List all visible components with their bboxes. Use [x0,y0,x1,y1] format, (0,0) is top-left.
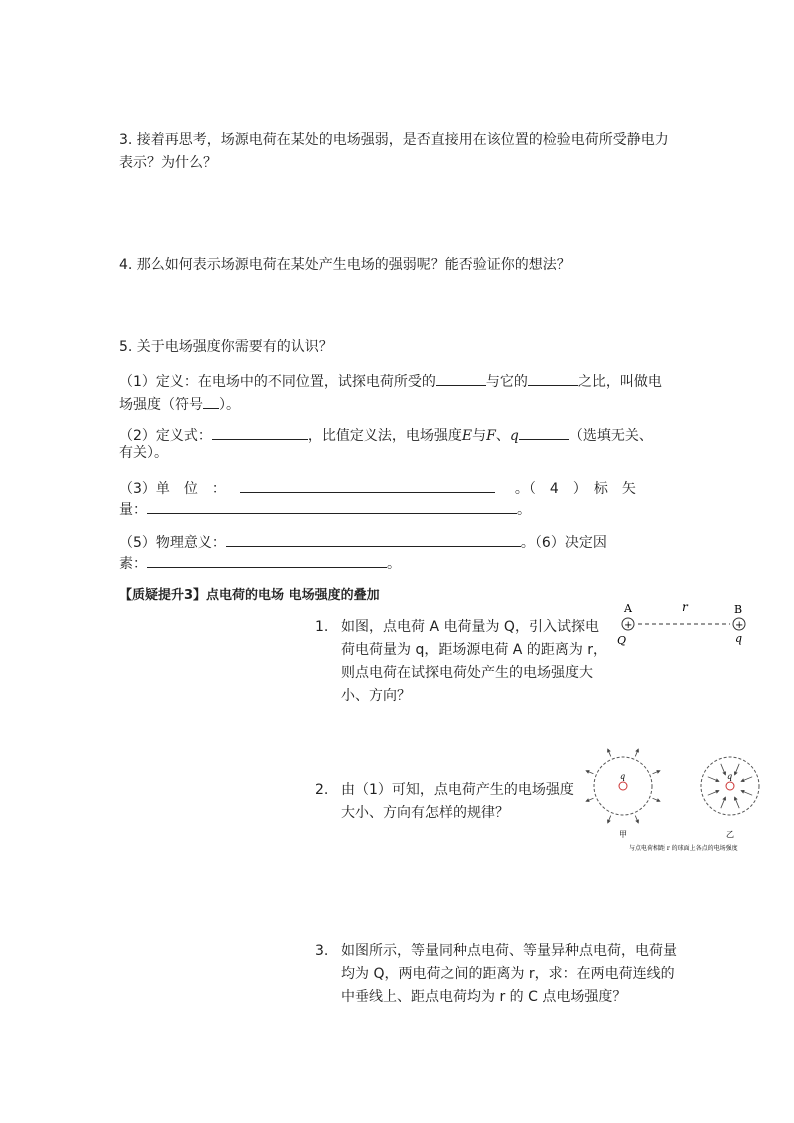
scalar-text-b: 。 [517,502,531,518]
factors-line [119,551,679,576]
definition-line-2 [119,392,679,417]
symbol-E: E [461,428,473,444]
positive-charge-field [586,749,660,839]
blank-charge[interactable] [528,369,578,386]
unit-text-a: （3）单 位 ： [119,481,226,497]
item-1-line-1: 如图，点电荷 A 电荷量为 Q，引入试探电 [341,619,599,635]
formula-text-a: （2）定义式： [119,428,212,444]
label-Q: Q [617,634,627,647]
definition-line-1 [119,369,679,394]
question-3-line-2: 表示？为什么？ [119,155,217,171]
outward-arrows [586,749,660,823]
two-charge-figure [608,598,758,648]
outward-field-arrow [653,798,660,801]
inward-arrows [708,764,752,808]
plus-sign-A: + [624,620,633,631]
formula-text-b: ，比值定义法，电场强度 [307,428,462,444]
blank-symbol[interactable] [203,392,219,409]
right-charge-dot [726,782,734,790]
label-q: q [735,632,743,645]
inward-field-arrow [741,777,752,782]
blank-scalar-vector[interactable] [147,497,517,514]
inward-field-arrow [721,764,726,775]
meaning-text-a: （5）物理意义： [119,535,226,551]
scalar-vector-line [119,497,679,522]
symbol-q: q [509,428,519,444]
item-2 [315,779,574,825]
inward-field-arrow [708,777,719,782]
outward-field-arrow [635,816,638,823]
definition-text-c: 之比，叫做电 [577,374,662,390]
formula-text-d: 、 [495,428,510,444]
right-sphere [701,757,759,815]
label-A: A [624,602,632,615]
blank-relation[interactable] [519,423,569,440]
blank-unit[interactable] [240,476,495,493]
item-2-line-1: 由（1）可知，点电荷产生的电场强度 [341,782,574,798]
definition-text-a: （1）定义：在电场中的不同位置，试探电荷所受的 [119,374,436,390]
item-3-number: 3. [315,943,329,959]
question-4: 4. 那么如何表示场源电荷在某处产生电场的强弱呢？能否验证你的想法？ [119,257,571,273]
factors-text-b: 。 [387,556,401,572]
outward-field-arrow [608,816,611,823]
plus-sign-B: + [735,620,744,631]
right-caption: 乙 [726,830,734,839]
section-header: 【质疑提升3】点电荷的电场 电场强度的叠加 [119,588,380,603]
item-1-line-2: 荷电荷量为 q，距场源电荷 A 的距离为 r， [341,642,608,658]
blank-force[interactable] [436,369,486,386]
definition-text-d: 场强度（符号 [119,397,203,413]
negative-charge-field [701,757,759,839]
label-r: r [682,600,688,614]
meaning-text-b: 。（6）决定因 [520,535,607,551]
inward-field-arrow [735,764,740,775]
left-caption: 甲 [619,830,627,839]
right-q-label: q [727,772,733,781]
item-3-line-1: 如图所示，等量同种点电荷、等量异种点电荷，电荷量 [341,943,677,959]
item-3-line-3: 中垂线上、距点电荷均为 r 的 C 点电场强度？ [341,989,627,1005]
definition-text-b: 与它的 [485,374,528,390]
symbol-F: F [486,428,496,444]
outward-field-arrow [653,771,660,774]
blank-formula[interactable] [212,423,308,440]
item-2-number: 2. [315,782,329,798]
item-1-number: 1. [315,619,329,635]
unit-text-b: 。（ 4 ） 标 矢 [514,481,636,497]
question-3-line-1: 3. 接着再思考，场源电荷在某处的电场强弱，是否直接用在该位置的检验电荷所受静电力 [119,132,669,148]
outward-field-arrow [608,749,611,756]
definition-text-e: ）。 [219,397,240,413]
formula-text-c: 与 [472,428,487,444]
item-3 [315,940,677,1009]
left-q-label: q [620,772,626,781]
outward-field-arrow [635,749,638,756]
blank-meaning[interactable] [226,530,521,547]
item-1-line-3: 则点电荷在试探电荷处产生的电场强度大 [341,665,593,681]
blank-factors[interactable] [147,551,387,568]
inward-field-arrow [735,797,740,808]
field-lines-figure [585,738,775,854]
question-5-title: 5. 关于电场强度你需要有的认识？ [119,339,333,355]
figure-caption: 与点电荷相距 r 的球面上各点的电场强度 [629,845,738,852]
item-1 [315,616,607,708]
formula-line-2: 有关）。 [119,445,168,461]
inward-field-arrow [708,791,719,796]
outward-field-arrow [586,771,593,774]
factors-text-a: 素： [119,556,147,572]
label-B: B [734,603,743,616]
inward-field-arrow [721,797,726,808]
item-3-line-2: 均为 Q，两电荷之间的距离为 r，求：在两电荷连线的 [341,966,675,982]
scalar-text-a: 量： [119,502,147,518]
outward-field-arrow [586,798,593,801]
inward-field-arrow [741,791,752,796]
left-sphere [594,757,652,815]
item-2-line-2: 大小、方向有怎样的规律？ [341,805,509,821]
formula-text-e: （选填无关、 [568,428,653,444]
left-charge-dot [619,782,627,790]
item-1-line-4: 小、方向？ [341,688,411,704]
